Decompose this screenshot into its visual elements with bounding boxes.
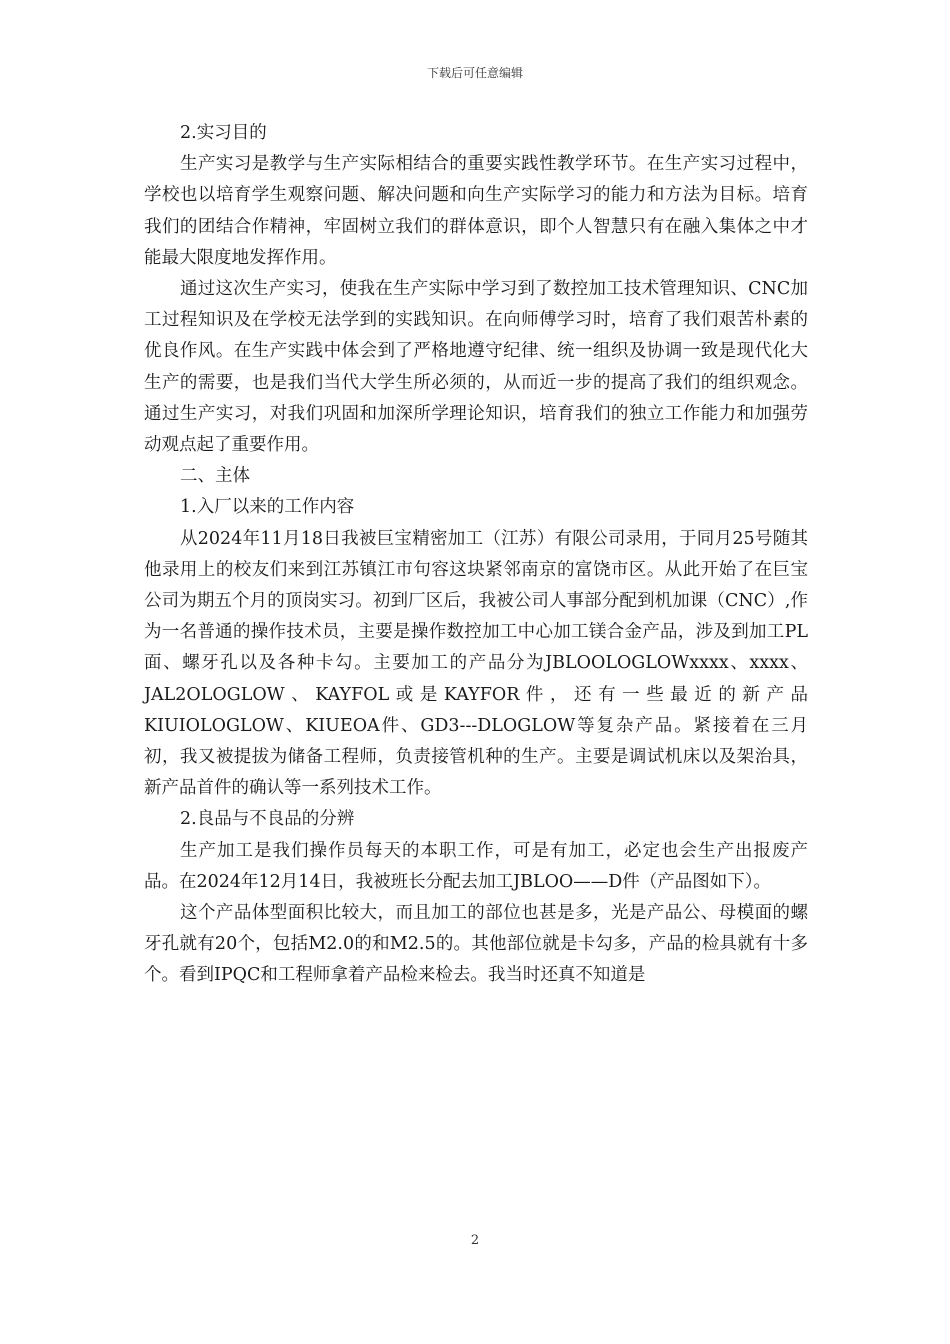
- paragraph-quality-2: 这个产品体型面积比较大，而且加工的部位也甚是多，光是产品公、母模面的螺牙孔就有20个，包括M2.0的和M2.5的。其他部位就是卡勾多，产品的检具就有十多个。看到IPQC和工程师拿着产品检来检去。我当时还真不知道是: [144, 903, 808, 986]
- subheading-work-content: 1.入厂以来的工作内容: [180, 497, 355, 518]
- paragraph-purpose-2: 通过这次生产实习，使我在生产实际中学习到了数控加工技术管理知识、CNC加工过程知识及在学校无法学到的实践知识。在向师傅学习时，培育了我们艰苦朴素的优良作风。在生产实践中体会到了严格地遵守纪律、统一组织及协调一致是现代化大生产的需要，也是我们当代大学生所必须的，从而近一步的提高了我们的组织观念。通过生产实习，对我们巩固和加深所学理论知识，培育我们的独立工作能力和加强劳动观点起了重要作用。: [144, 279, 808, 456]
- paragraph-work-content: 从2024年11月18日我被巨宝精密加工（江苏）有限公司录用，于同月25号随其他录用上的校友们来到江苏镇江市句容这块紧邻南京的富饶市区。从此开始了在巨宝公司为期五个月的顶岗实习。初到厂区后，我被公司人事部分配到机加课（CNC）,作为一名普通的操作技术员，主要是操作数控加工中心加工镁合金产品，涉及到加工PL面、螺牙孔以及各种卡勾。主要加工的产品分为JBLOOLOGLOWxxxx、xxxx、JAL2OLOGLOW、KAYFOL或是KAYFOR件，还有一些最近的新产品KIUIOLOGLOW、KIUEOA件、GD3---DLOGLOW等复杂产品。紧接着在三月初，我又被提拔为储备工程师，负责接管机种的生产。主要是调试机床以及架治具，新产品首件的确认等一系列技术工作。: [144, 528, 808, 799]
- page-header: 下载后可任意编辑: [426, 66, 523, 80]
- subheading-quality: 2.良品与不良品的分辨: [180, 809, 355, 830]
- section-heading-purpose: 2.实习目的: [180, 123, 267, 143]
- document-body: [144, 118, 808, 992]
- section-heading-main: 二、主体: [180, 466, 250, 487]
- page-number: 2: [470, 1233, 480, 1248]
- paragraph-quality-1: 生产加工是我们操作员每天的本职工作，可是有加工，必定也会生产出报废产品。在2024年12月14日，我被班长分配去加工JBLOO——D件（产品图如下）。: [144, 840, 808, 892]
- paragraph-purpose-1: 生产实习是教学与生产实际相结合的重要实践性教学环节。在生产实习过程中，学校也以培育学生观察问题、解决问题和向生产实际学习的能力和方法为目标。培育我们的团结合作精神，牢固树立我们的群体意识，即个人智慧只有在融入集体之中才能最大限度地发挥作用。: [144, 154, 808, 268]
